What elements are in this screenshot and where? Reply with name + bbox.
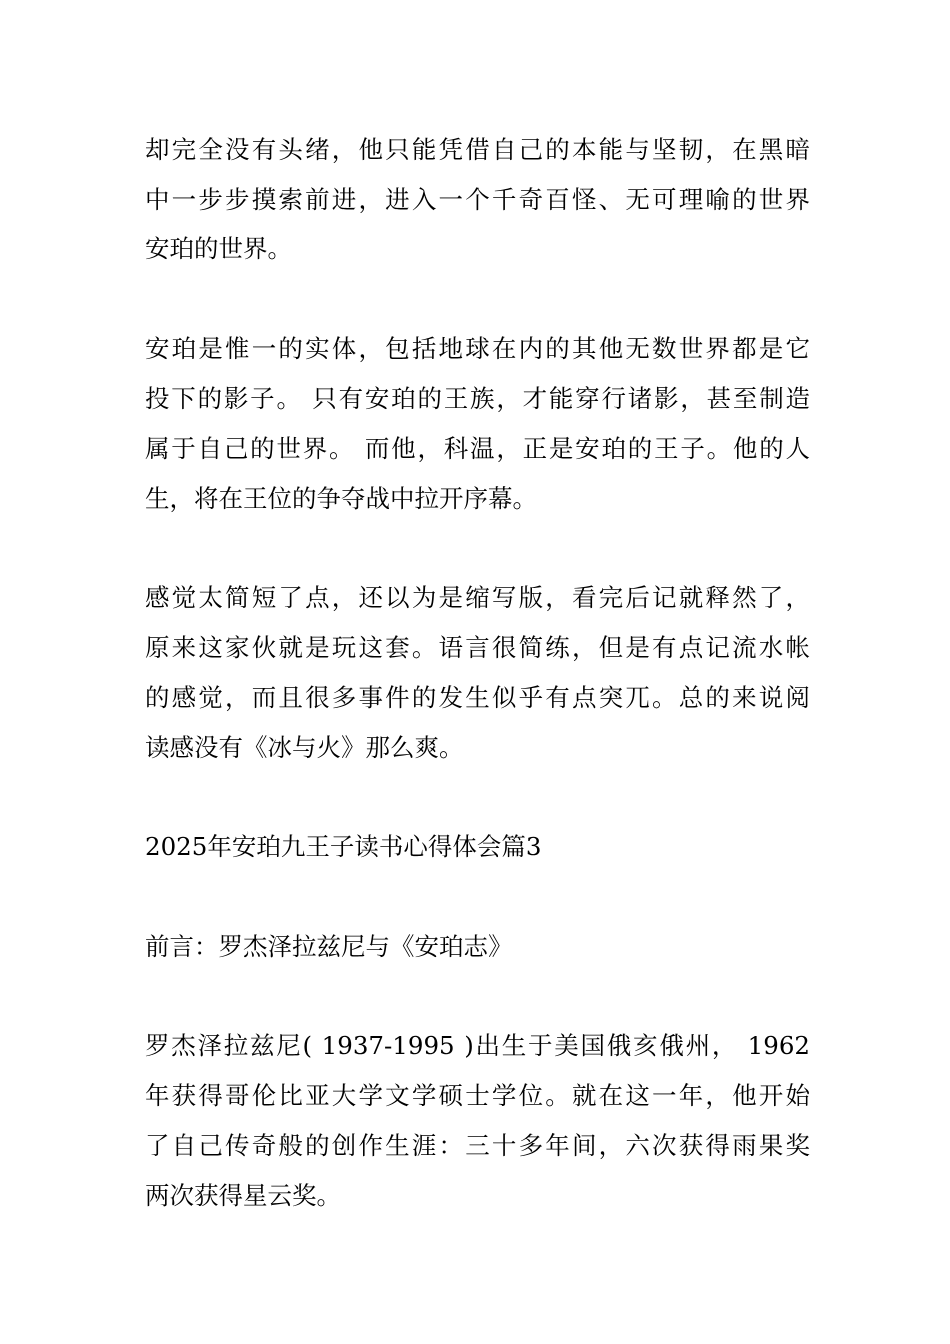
text-line: 感觉太简短了点，还以为是缩写版，看完后记就释然了， (145, 583, 810, 612)
text-line: 安珀是惟一的实体，包括地球在内的其他无数世界都是它 (145, 334, 810, 363)
text-line: 罗杰泽拉兹尼( 1937-1995 )出生于美国俄亥俄州， 1962 (145, 1031, 810, 1060)
text-line: 两次获得星云奖。 (145, 1181, 341, 1210)
text-line: 中一步步摸索前进，进入一个千奇百怪、无可理喻的世界 (145, 185, 810, 214)
text-line: 原来这家伙就是玩这套。语言很简练，但是有点记流水帐 (145, 633, 810, 662)
text-line: 的感觉，而且很多事件的发生似乎有点突兀。总的来说阅 (145, 683, 810, 712)
preface-heading: 前言：罗杰泽拉兹尼与《安珀志》 (145, 932, 513, 961)
section-heading: 2025年安珀九王子读书心得体会篇3 (145, 832, 542, 861)
text-line: 读感没有《冰与火》那么爽。 (145, 733, 464, 762)
text-line: 年获得哥伦比亚大学文学硕士学位。就在这一年，他开始 (145, 1081, 810, 1110)
text-line: 了自己传奇般的创作生涯：三十多年间，六次获得雨果奖 (145, 1131, 810, 1160)
text-line: 却完全没有头绪，他只能凭借自己的本能与坚韧，在黑暗 (145, 135, 810, 164)
text-line: 安珀的世界。 (145, 234, 292, 263)
text-line: 生，将在王位的争夺战中拉开序幕。 (145, 484, 537, 513)
text-line: 属于自己的世界。 而他，科温，正是安珀的王子。他的人 (145, 434, 810, 463)
text-line: 投下的影子。 只有安珀的王族，才能穿行诸影，甚至制造 (145, 384, 810, 413)
